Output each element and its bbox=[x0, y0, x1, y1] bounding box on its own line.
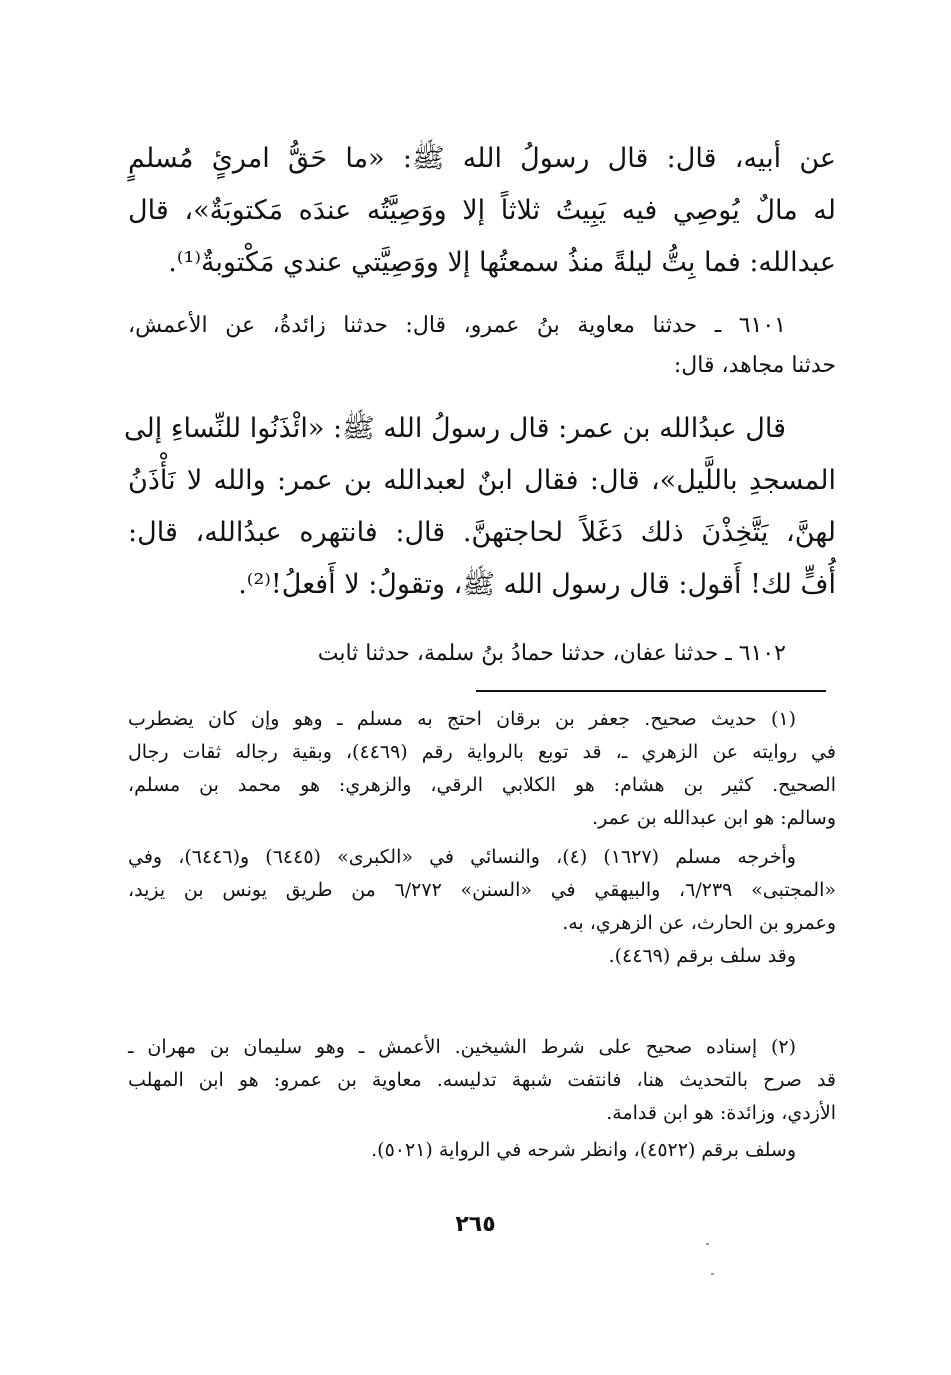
footnote-line: (١) حديث صحيح. جعفر بن برقان احتج به مسلم ـ وهو وإن كان يضطرب bbox=[128, 708, 796, 730]
text-line: ٦١٠٢ ـ حدثنا عفان، حدثنا حمادُ بنُ سلمة، حدثنا ثابت bbox=[317, 641, 786, 666]
footnote-line: وأخرجه مسلم (١٦٢٧) (٤)، والنسائي في «الكبرى» (٦٤٤٥) و(٦٤٤٦)، وفي bbox=[128, 846, 796, 868]
text-line: أُفٍّ لك! أَقول: قال رسول الله ﷺ، وتقولُ: لا أَفعلُ!⁽²⁾. bbox=[238, 569, 836, 600]
text-line: قال عبدُالله بن عمر: قال رسولُ الله ﷺ: «ائْذَنُوا للنِّساءِ إلى bbox=[124, 413, 786, 444]
footnote-1 bbox=[128, 703, 836, 973]
text-line: حدثنا مجاهد، قال: bbox=[673, 353, 836, 378]
hadith-6100-end bbox=[128, 133, 836, 289]
footnote-line: وعمرو بن الحارث، عن الزهري، به. bbox=[562, 912, 836, 934]
page-number: ٢٦٥ bbox=[455, 1212, 496, 1237]
footnote-line: الأزدي، وزائدة: هو ابن قدامة. bbox=[606, 1102, 836, 1124]
scan-speck bbox=[706, 1243, 709, 1245]
text-line: له مالٌ يُوصِي فيه يَبِيتُ ثلاثاً إلا ووَصِيَّتُه عندَه مَكتوبَةٌ»، قال bbox=[128, 195, 836, 226]
footnote-line: «المجتبى» ٦/٢٣٩، والبيهقي في «السنن» ٦/٢٧٢ من طريق يونس بن يزيد، bbox=[128, 879, 836, 901]
footnote-line: وسالم: هو ابن عبدالله بن عمر. bbox=[592, 807, 836, 829]
footnote-line: (٢) إسناده صحيح على شرط الشيخين. الأعمش ـ وهو سليمان بن مهران ـ bbox=[128, 1036, 796, 1058]
hadith-6101-matn bbox=[124, 403, 836, 611]
footnote-line: وقد سلف برقم (٤٤٦٩). bbox=[608, 945, 796, 967]
footnote-divider bbox=[476, 690, 826, 692]
footnote-line: قد صرح بالتحديث هنا، فانتفت شبهة تدليسه. معاوية بن عمرو: هو ابن المهلب bbox=[128, 1069, 836, 1091]
text-line: عن أبيه، قال: قال رسولُ الله ﷺ: «ما حَقُّ امرئٍ مُسلمٍ bbox=[128, 143, 836, 174]
footnote-2 bbox=[128, 1031, 836, 1167]
text-line: ٦١٠١ ـ حدثنا معاوية بنُ عمرو، قال: حدثنا زائدةُ، عن الأعمش، bbox=[128, 313, 786, 338]
text-line: عبدالله: فما بِتُّ ليلةً منذُ سمعتُها إلا ووَصِيَّتي عندي مَكْتوبةٌ⁽¹⁾. bbox=[168, 247, 836, 278]
scan-speck bbox=[711, 1273, 714, 1275]
hadith-6102-isnad bbox=[128, 634, 836, 674]
footnote-line: في روايته عن الزهري ـ، قد توبع بالرواية رقم (٤٤٦٩)، وبقية رجاله ثقات رجال bbox=[128, 741, 836, 763]
text-line: لهنَّ، يَتَّخِذْنَ ذلك دَغَلاً لحاجتهنَّ. قال: فانتهره عبدُالله، قال: bbox=[128, 517, 836, 548]
footnote-line: الصحيح. كثير بن هشام: هو الكلابي الرقي، والزهري: هو محمد بن مسلم، bbox=[128, 774, 836, 796]
hadith-6101-isnad bbox=[128, 306, 836, 386]
text-line: المسجدِ باللَّيل»، قال: فقال ابنٌ لعبدالله بن عمر: والله لا نَأْذَنُ bbox=[128, 465, 836, 496]
footnote-line: وسلف برقم (٤٥٢٢)، وانظر شرحه في الرواية (٥٠٢١). bbox=[371, 1139, 796, 1161]
